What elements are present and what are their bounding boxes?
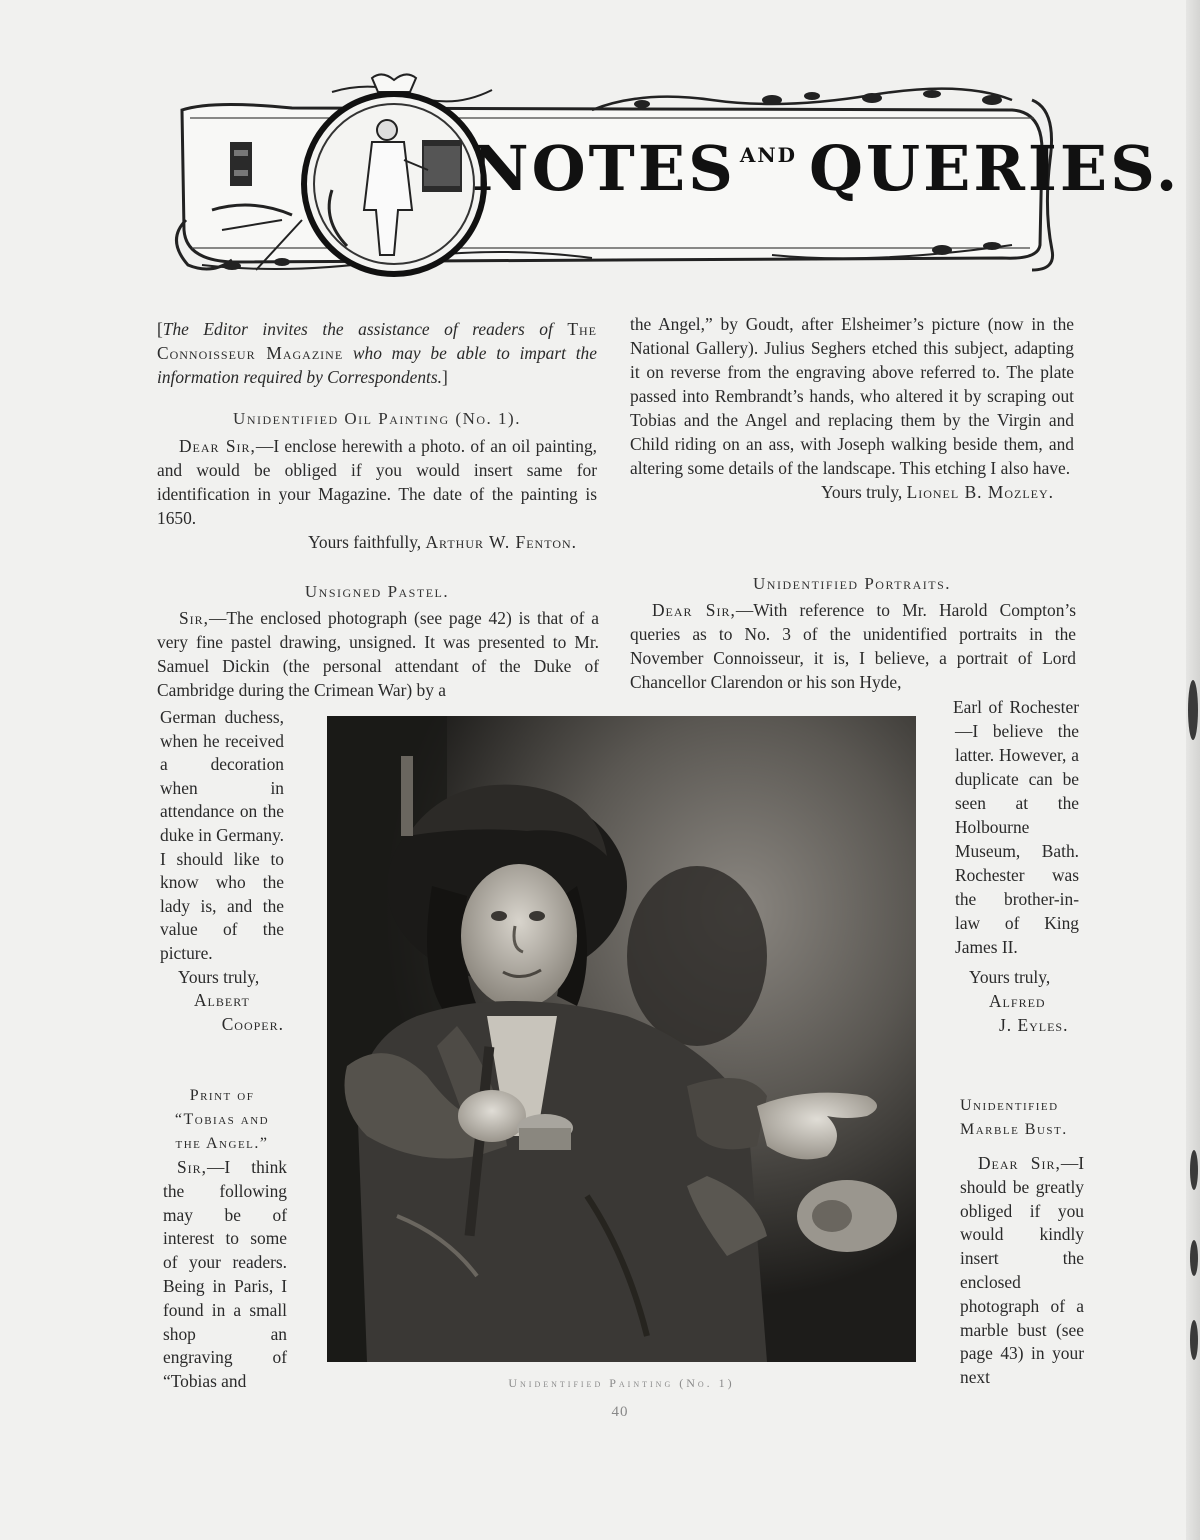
letter-pastel-intro: Sir,—The enclosed photograph (see page 42) is that of a very fine pastel drawing, unsigned. It was presented to Mr. Samuel Dickin (the personal attendant of the Duke of Cambridge during the Crimean War) by a [157, 608, 599, 700]
letter-pastel-continued: German duchess, when he received a decoration when in attendance on the duke in Germany. I should like to know who the lady is, and the value of the picture. Yours truly, Albert Cooper. [160, 707, 284, 1034]
page-number: 40 [611, 1404, 629, 1420]
section-heading-oil-painting: Unidentified Oil Painting (No. 1). [233, 409, 521, 428]
ink-mark [1188, 680, 1198, 740]
section-heading-unidentified-portraits: Unidentified Portraits. [753, 574, 951, 593]
portrait-illustration [327, 716, 916, 1362]
letter-oil-painting: Dear Sir,—I enclose herewith a photo. of an oil painting, and would be obliged if you would insert same for identification in your Magazine. The date of the painting is 1650. Yours faithfully, Arthur W. Fenton. [157, 436, 598, 552]
title-and: AND [739, 143, 798, 167]
letter-portraits-intro: Dear Sir,—With reference to Mr. Harold Compton’s queries as to No. 3 of the unidentified portraits in the November Connoisseur, it is, I believe, a portrait of Lord Chancellor Clarendon or his son Hyde, [630, 600, 1076, 692]
section-heading-print-tobias: Print of “Tobias and the Angel.” [174, 1087, 270, 1152]
ink-mark [1190, 1150, 1198, 1190]
letter-tobias-continued: the Angel,” by Goudt, after Elsheimer’s picture (now in the National Gallery). Julius Seghers etched this subject, adapting it on reverse from the engraving above referred to. The plate passed into Rembrandt’s hands, who altered it by scraping out Tobias and the Angel and replacing them by the Virgin and Child riding on an ass, with Joseph walking beside them, and altering some details of the landscape. This etching I also have. Yours truly, Lionel B. Mozley. [630, 314, 1074, 502]
editor-note: [The Editor invites the assistance of readers of The Connoisseur Magazine who may be able to impart the information required by Correspondents.] [157, 319, 597, 387]
figure-caption: Unidentified Painting (No. 1) [508, 1376, 735, 1390]
letter-portraits-continued: Earl of Rochester—I believe the latter. However, a duplicate can be seen at the Holbourne Museum, Bath. Rochester was the brother-in-law of King James II. Yours truly, Alfred J. Eyles. [953, 697, 1079, 1035]
page-edge-shadow [1186, 0, 1200, 1540]
ink-mark [1190, 1320, 1198, 1360]
letter-marble-bust: Dear Sir,—I should be greatly obliged if you would kindly insert the enclosed photograph of a marble bust (see page 43) in your next [960, 1153, 1084, 1388]
section-heading-marble-bust: Unidentified Marble Bust. [960, 1097, 1068, 1138]
ink-mark [1190, 1240, 1198, 1276]
section-heading-unsigned-pastel: Unsigned Pastel. [304, 582, 450, 601]
page-title: NOTES $^{AND}$ QUERIES. [472, 132, 1181, 205]
unidentified-painting-photo [327, 716, 916, 1362]
letter-print-tobias: Sir,—I think the following may be of interest to some of your readers. Being in Paris, I found in a small shop an engraving of “Tobias and [163, 1157, 287, 1392]
